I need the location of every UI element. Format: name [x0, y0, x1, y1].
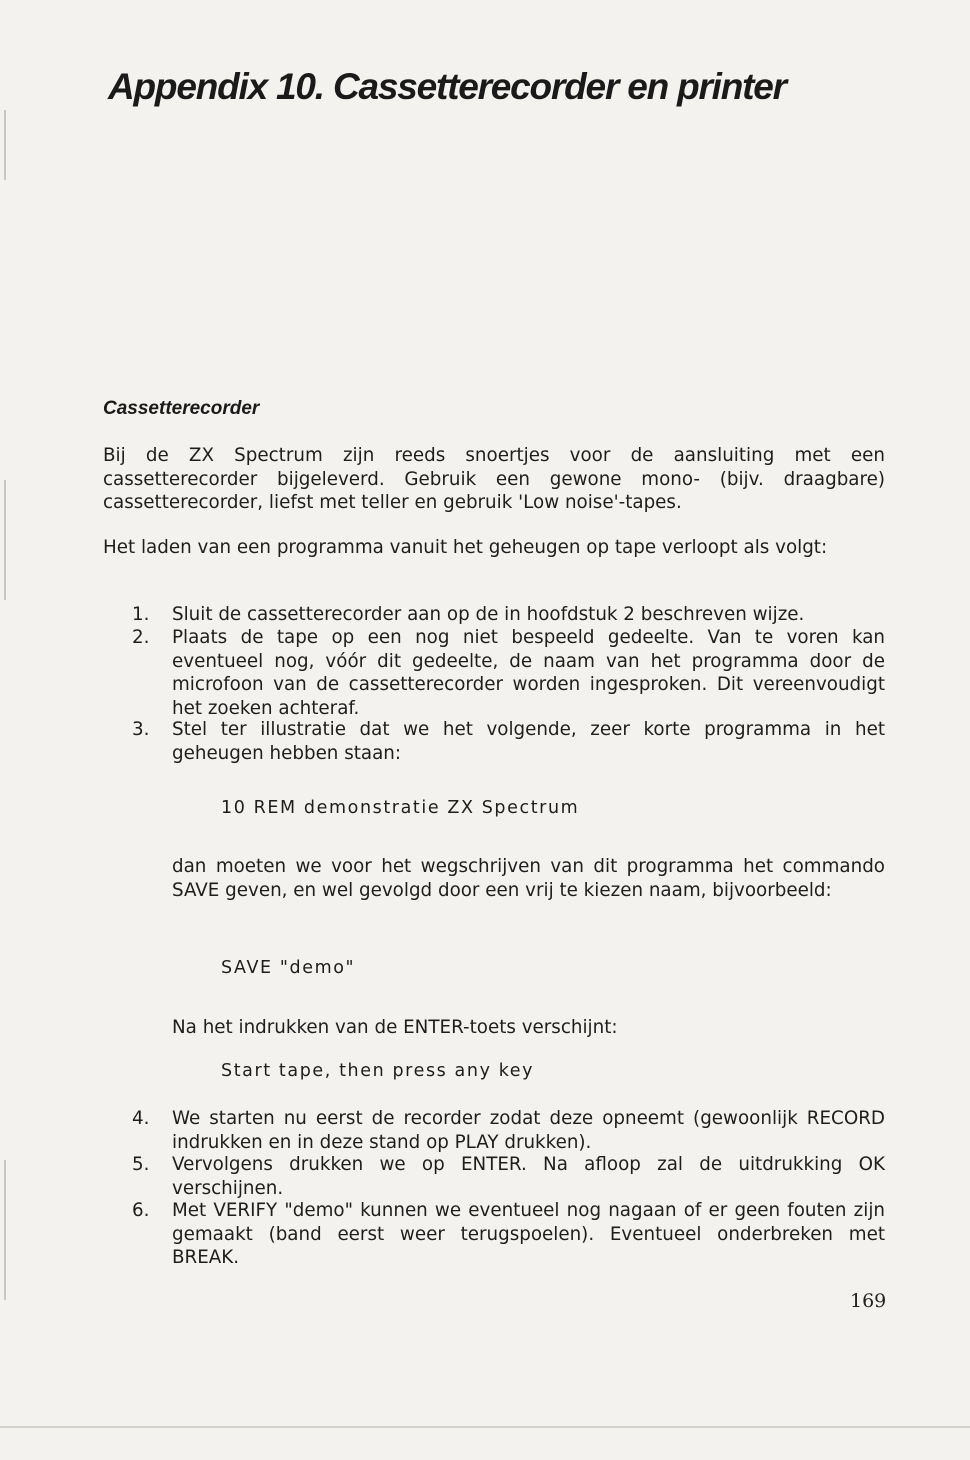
section-heading: Cassetterecorder	[103, 398, 260, 419]
list-item-number: 4.	[132, 1108, 150, 1129]
page-bottom-edge	[0, 1426, 970, 1428]
list-item-number: 3.	[132, 719, 150, 740]
list-item	[132, 718, 885, 765]
list-item-number: 5.	[132, 1154, 150, 1175]
binding-edge-mark	[4, 110, 6, 180]
intro-paragraph: Bij de ZX Spectrum zijn reeds snoertjes voor de aansluiting met een cassetterecorder bijgeleverd. Gebruik een gewone mono- (bijv. draagbare) cassetterecorder, liefst met teller en gebruik 'Low noise'-tapes.	[103, 445, 885, 513]
list-item-text: Sluit de cassetterecorder aan op de in hoofdstuk 2 beschreven wijze.	[172, 604, 805, 625]
list-item-text: We starten nu eerst de recorder zodat deze opneemt (gewoonlijk RECORD indrukken en in deze stand op PLAY drukken).	[172, 1108, 885, 1153]
code-save-command: SAVE "demo"	[221, 958, 356, 978]
list-item	[132, 1107, 885, 1154]
page-title: Appendix 10. Cassetterecorder en printer	[108, 66, 786, 107]
list-item-text: Plaats de tape op een nog niet bespeeld gedeelte. Van te voren kan eventueel nog, vóór dit gedeelte, de naam van het programma door de microfoon van de cassetterecorder worden ingesproken. Dit vereenvoudigt het zoeken achteraf.	[172, 627, 885, 719]
binding-edge-mark	[4, 1160, 6, 1300]
list-item-text: Vervolgens drukken we op ENTER. Na afloop zal de uitdrukking OK verschijnen.	[172, 1154, 885, 1199]
list-item-text: Met VERIFY "demo" kunnen we eventueel nog nagaan of er geen fouten zijn gemaakt (band eerst weer terugspoelen). Eventueel onderbreken met BREAK.	[172, 1200, 885, 1268]
code-program-line: 10 REM demonstratie ZX Spectrum	[221, 798, 580, 818]
list-item-number: 6.	[132, 1200, 150, 1221]
list-item	[132, 1199, 885, 1270]
save-explanation: dan moeten we voor het wegschrijven van dit programma het commando SAVE geven, en wel gevolgd door een vrij te kiezen naam, bijvoorbeeld:	[172, 856, 885, 901]
binding-edge-mark	[4, 480, 6, 600]
list-item-number: 2.	[132, 627, 150, 648]
procedure-paragraph: Het laden van een programma vanuit het geheugen op tape verloopt als volgt:	[103, 537, 828, 558]
list-item	[132, 626, 885, 720]
list-item	[132, 603, 885, 627]
list-item-text: Stel ter illustratie dat we het volgende, zeer korte programma in het geheugen hebben staan:	[172, 719, 885, 764]
enter-explanation: Na het indrukken van de ENTER-toets verschijnt:	[172, 1017, 618, 1038]
code-screen-message: Start tape, then press any key	[221, 1061, 535, 1081]
page-number: 169	[850, 1290, 887, 1312]
list-item	[132, 1153, 885, 1200]
list-item-number: 1.	[132, 604, 150, 625]
